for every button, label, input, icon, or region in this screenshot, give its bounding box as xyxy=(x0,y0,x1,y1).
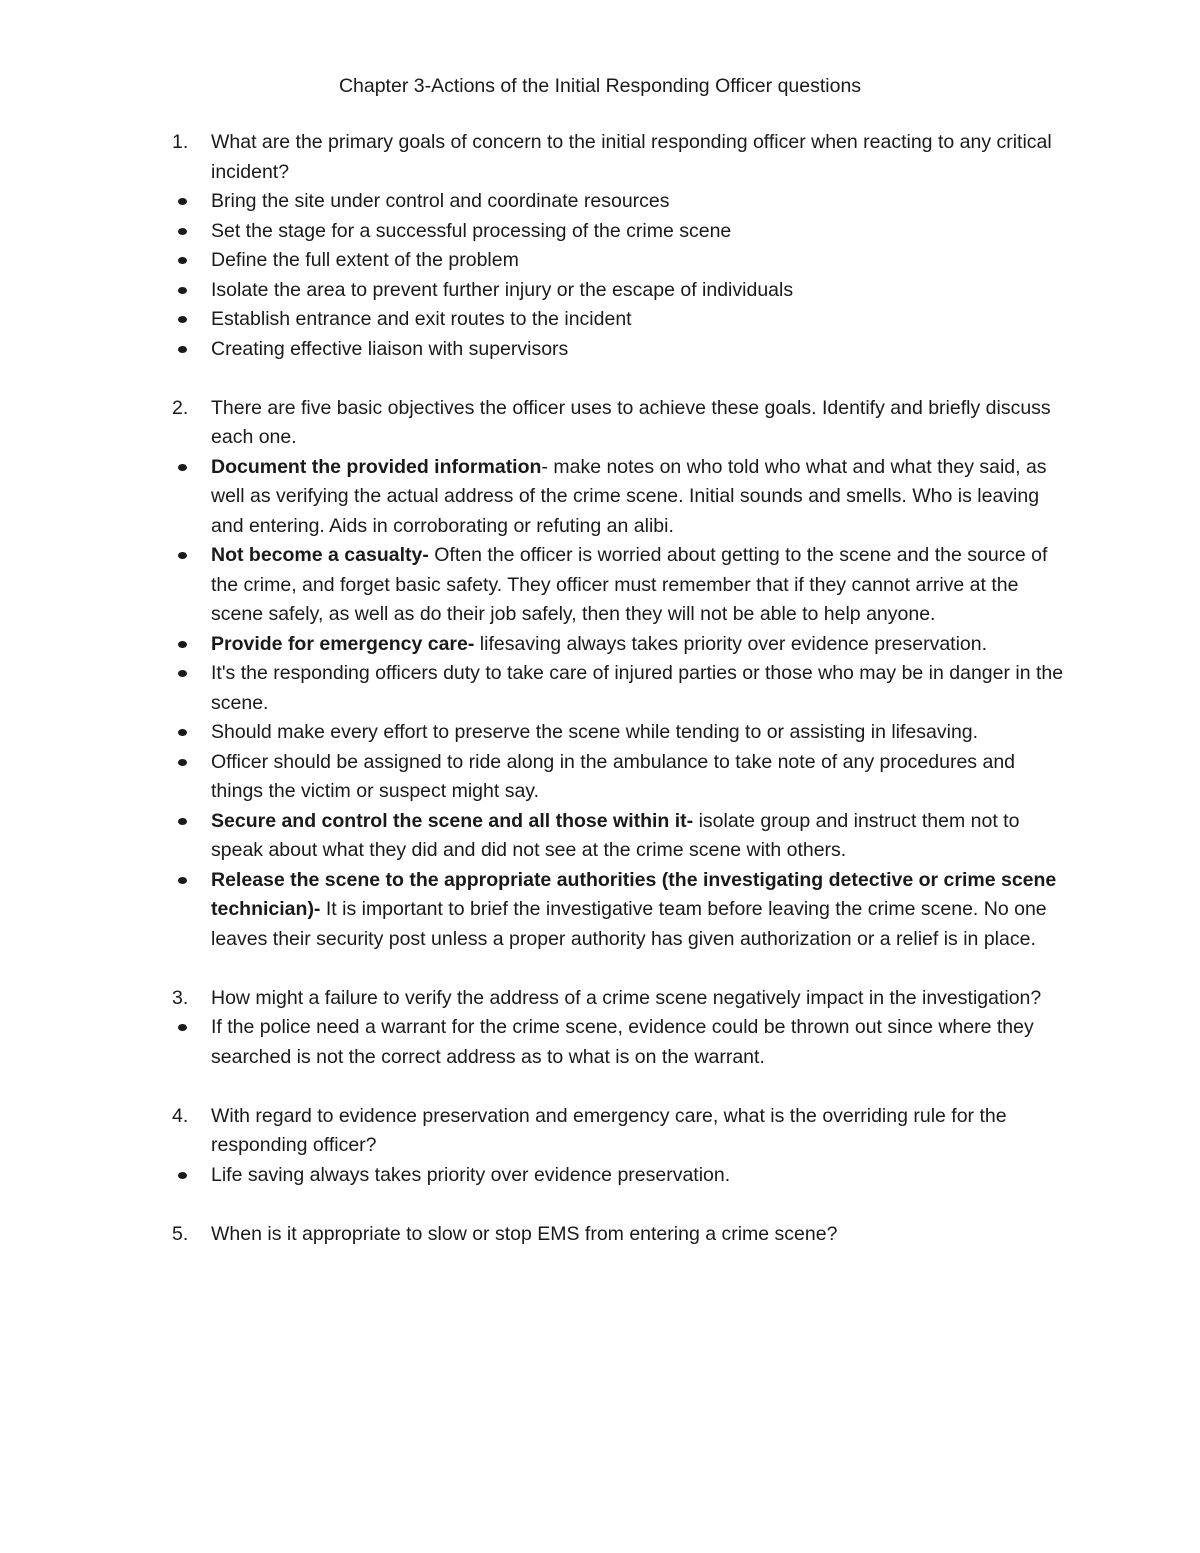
bullet-icon xyxy=(178,759,187,766)
question-5 xyxy=(0,1220,1200,1250)
answer-bullet xyxy=(0,748,1200,807)
answer-text: Bring the site under control and coordinate resources xyxy=(211,190,670,212)
answer-text: Define the full extent of the problem xyxy=(211,249,519,271)
answer-bullet xyxy=(0,187,1200,217)
answer-bullet xyxy=(0,659,1200,718)
question-text: With regard to evidence preservation and emergency care, what is the overriding rule for the responding officer? xyxy=(211,1104,1007,1156)
bullet-icon xyxy=(178,1172,187,1179)
answer-text: Set the stage for a successful processing of the crime scene xyxy=(211,219,732,242)
bullet-icon xyxy=(178,552,187,559)
spacer xyxy=(0,954,1200,984)
bullet-icon xyxy=(178,1024,187,1031)
answer-bullet xyxy=(0,807,1200,866)
question-2 xyxy=(0,394,1200,453)
question-text: When is it appropriate to slow or stop EMS from entering a crime scene? xyxy=(211,1222,838,1245)
answer-text: Officer should be assigned to ride along in the ambulance to take note of any procedures and things the victim or suspect might say. xyxy=(211,750,1016,802)
bullet-icon xyxy=(178,346,187,353)
bullet-icon xyxy=(178,198,187,205)
question-text: There are five basic objectives the officer uses to achieve these goals. Identify and briefly discuss each one. xyxy=(211,396,1051,448)
bullet-icon xyxy=(178,464,187,471)
answer-text: It is important to brief the investigative team before leaving the crime scene. No one leaves their security post unless a proper authority has given authorization or a relief is in place. xyxy=(211,898,1047,950)
answer-bullet xyxy=(0,541,1200,630)
question-text: What are the primary goals of concern to the initial responding officer when reacting to any critical incident? xyxy=(211,131,1052,183)
answer-text: isolate group and instruct them not to speak about what they did and did not see at the crime scene with others. xyxy=(211,809,1020,861)
bullet-icon xyxy=(178,729,187,736)
answer-text: - make notes on who told who what and what they said, as well as verifying the actual address of the crime scene. Initial sounds and smells. Who is leaving and entering. Aids in corroborating or refuting an alibi. xyxy=(211,455,1047,537)
answer-heading: Provide for emergency care- xyxy=(211,632,475,655)
answer-text: lifesaving always takes priority over evidence preservation. xyxy=(474,632,988,655)
question-number: 3. xyxy=(172,986,189,1009)
question-1 xyxy=(0,128,1200,187)
answer-text: It's the responding officers duty to take care of injured parties or those who may be in danger in the scene. xyxy=(211,662,1064,714)
answer-text: Should make every effort to preserve the scene while tending to or assisting in lifesaving. xyxy=(211,721,979,743)
question-3 xyxy=(0,984,1200,1014)
answer-text: Isolate the area to prevent further injury or the escape of individuals xyxy=(211,278,794,301)
answer-text: Often the officer is worried about getting to the scene and the source of the crime, and forget basic safety. They officer must remember that if they cannot arrive at the scene safely, as well as do their job safely, then they will not be able to help anyone. xyxy=(211,544,1048,625)
question-number: 4. xyxy=(172,1104,189,1127)
answer-bullet xyxy=(0,217,1200,247)
spacer xyxy=(0,364,1200,394)
answer-bullet xyxy=(0,1013,1200,1072)
bullet-icon xyxy=(178,877,187,884)
answer-bullet xyxy=(0,276,1200,306)
answer-bullet xyxy=(0,246,1200,276)
answer-bullet xyxy=(0,305,1200,335)
answer-text: If the police need a warrant for the crime scene, evidence could be thrown out since where they searched is not the correct address as to what is on the warrant. xyxy=(211,1016,1034,1068)
answer-bullet xyxy=(0,1161,1200,1191)
bullet-icon xyxy=(178,316,187,323)
bullet-icon xyxy=(178,641,187,648)
bullet-icon xyxy=(178,257,187,264)
spacer xyxy=(0,1072,1200,1102)
page-title: Chapter 3-Actions of the Initial Responding Officer questions xyxy=(338,75,862,97)
answer-heading: Not become a casualty- xyxy=(211,544,429,566)
answer-text: Creating effective liaison with supervisors xyxy=(211,337,569,360)
answer-heading: Release the scene to the appropriate authorities (the investigating detective or crime scene technician)- xyxy=(211,868,1057,920)
question-text: How might a failure to verify the address of a crime scene negatively impact in the investigation? xyxy=(211,986,1042,1009)
bullet-icon xyxy=(178,228,187,235)
question-number: 5. xyxy=(172,1222,189,1245)
bullet-icon xyxy=(178,670,187,677)
answer-heading: Secure and control the scene and all those within it- xyxy=(211,809,694,832)
answer-bullet xyxy=(0,866,1200,955)
answer-text: Establish entrance and exit routes to the incident xyxy=(211,308,632,330)
answer-bullet xyxy=(0,335,1200,365)
spacer xyxy=(0,1190,1200,1220)
question-list xyxy=(0,128,1200,1249)
answer-text: Life saving always takes priority over evidence preservation. xyxy=(211,1163,731,1186)
bullet-icon xyxy=(178,818,187,825)
answer-bullet xyxy=(0,718,1200,748)
question-number: 1. xyxy=(172,131,189,153)
question-4 xyxy=(0,1102,1200,1161)
answer-bullet xyxy=(0,630,1200,660)
answer-heading: Document the provided information xyxy=(211,455,542,478)
bullet-icon xyxy=(178,287,187,294)
answer-bullet xyxy=(0,453,1200,542)
question-number: 2. xyxy=(172,396,189,419)
